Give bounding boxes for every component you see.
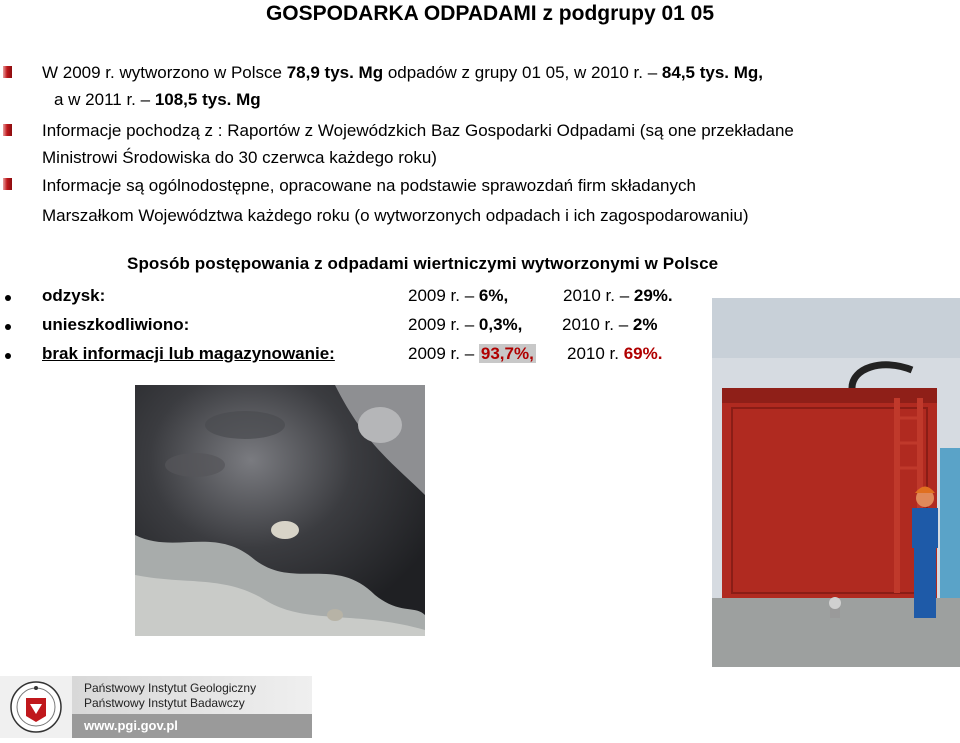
item-label: odzysk: — [42, 286, 106, 305]
container-photo — [712, 298, 960, 667]
text: odpadów z grupy 01 05, w 2010 r. – — [383, 63, 662, 82]
item-2010: 2010 r. – 29%. — [563, 286, 673, 305]
footer-institute-name: Państwowy Instytut Geologiczny — [84, 681, 257, 695]
bullet-dot — [5, 295, 11, 301]
item-2010: 2010 r. 69%. — [567, 344, 663, 363]
text: Ministrowi Środowiska do 30 czerwca każdego roku) — [42, 148, 437, 167]
bullet-icon — [3, 124, 12, 136]
list-item — [0, 286, 720, 310]
value-2011: 108,5 tys. Mg — [154, 90, 261, 109]
text: Informacje pochodzą z : Raportów z Wojewódzkich Baz Gospodarki Odpadami (są one przekładane — [42, 121, 794, 140]
slide-title: GOSPODARKA ODPADAMI z podgrupy 01 05 — [265, 2, 715, 25]
text: a w 2011 r. – — [54, 90, 155, 109]
subheading: Sposób postępowania z odpadami wiertniczymi wytworzonymi w Polsce — [127, 254, 719, 273]
drilling-waste-photo — [135, 385, 425, 636]
text: Informacje są ogólnodostępne, opracowane na podstawie sprawozdań firm składanych — [42, 176, 696, 195]
list-item — [0, 344, 720, 368]
item-2010: 2010 r. – 2% — [562, 315, 658, 334]
item-2009: 2009 r. – 0,3%, — [408, 315, 523, 334]
paragraph-availability — [42, 171, 748, 231]
paragraph-sources — [42, 117, 794, 171]
text: W 2009 r. wytworzono w Polsce — [42, 63, 287, 82]
text: Marszałkom Województwa każdego roku (o wytworzonych odpadach i ich zagospodarowaniu) — [42, 206, 749, 225]
bullet-icon — [3, 178, 12, 190]
footer-institute-type: Państwowy Instytut Badawczy — [84, 696, 245, 710]
item-label: unieszkodliwiono: — [42, 315, 190, 334]
list-item — [0, 315, 720, 339]
value-2010: 84,5 tys. Mg, — [661, 63, 764, 82]
item-label: brak informacji lub magazynowanie: — [42, 344, 335, 363]
footer-url-link[interactable]: www.pgi.gov.pl — [84, 718, 178, 733]
value-2009: 78,9 tys. Mg — [286, 63, 384, 82]
bullet-dot — [5, 353, 11, 359]
pgi-logo — [0, 676, 72, 738]
bullet-dot — [5, 324, 11, 330]
bullet-icon — [3, 66, 12, 78]
item-2009: 2009 r. – 6%, — [408, 286, 509, 305]
paragraph-production — [42, 59, 763, 113]
item-2009: 2009 r. – 93,7%, — [408, 344, 534, 363]
